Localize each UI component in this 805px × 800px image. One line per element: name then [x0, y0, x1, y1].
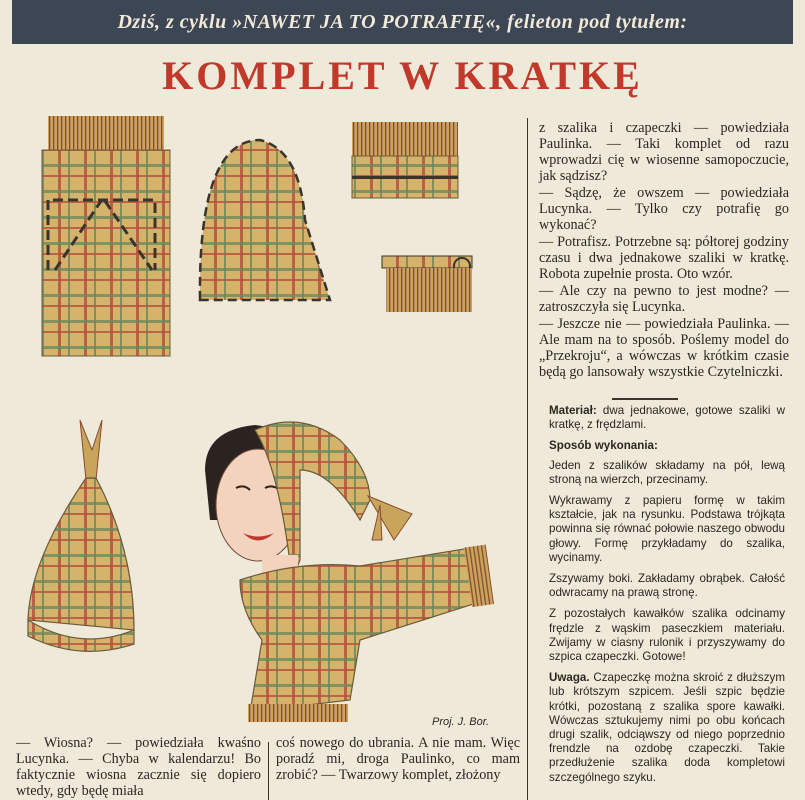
bottom-text-2: coś nowego do ubrania. A nie mam. Więc poradź mi, droga Paulinko, co mam zrobić? — Twarzowy komplet, złożony — [276, 735, 520, 783]
right-paragraph: — Potrafisz. Potrzebne są: półtorej godziny czasu i dwa jednakowe szaliki w kratkę. Robota zupełnie prosta. Oto wzór. — [539, 234, 789, 282]
right-paragraph: — Jeszcze nie — powiedziała Paulinka. — Ale mam na to sposób. Poślemy model do „Przekroju“, a wówczas w krótkim czasie będą go lansowały wszystkie Czytelniczki. — [539, 316, 789, 380]
model-portrait-drawing — [205, 422, 494, 722]
note-label: Uwaga. — [549, 671, 590, 685]
note-text: Czapeczkę można skroić z dłuższym lub krótszym szpicem. Jeśli szpic będzie krótki, pozostaną z szalika spore kawałki. Wówczas sztukujemy nimi po obu końcach drugi szalik, odciąwszy od niego poprzednio frendzle na ozdobę czapeczki. Takie przedłużenie szalika doda kompletowi szczególnego szyku. — [549, 671, 785, 784]
note-line — [549, 671, 785, 785]
instructions-block — [549, 404, 785, 792]
method-heading: Sposób wykonania: — [549, 439, 658, 453]
instruction-step: Zszywamy boki. Zakładamy obrąbek. Całość odwracamy na prawą stronę. — [549, 572, 785, 600]
column-divider-bottom — [268, 742, 269, 800]
instruction-step: Z pozostałych kawałków szalika odcinamy frędzle z wąskim paseczkiem materiału. Zwijamy w ciasny rulonik i przyszywamy do szpica czapeczki. Gotowe! — [549, 607, 785, 664]
finished-cap-drawing — [28, 420, 134, 651]
column-divider-right — [527, 118, 528, 800]
right-text-column — [539, 120, 789, 381]
material-line — [549, 404, 785, 432]
right-paragraph: z szalika i czapeczki — powiedziała Paulinka. — Taki komplet od razu wprowadzi cię w wiosenne samopoczucie, jak sądzisz? — [539, 120, 789, 184]
right-paragraph: — Ale czy na pewno to jest modne? — zatroszczyła się Lucynka. — [539, 283, 789, 315]
material-text: dwa jednakowe, gotowe szaliki w kratkę, z frędzlami. — [549, 404, 785, 432]
header-banner: Dziś, z cyklu »NAWET JA TO POTRAFIĘ«, felieton pod tytułem: — [12, 0, 793, 44]
material-label: Materiał: — [549, 404, 597, 417]
fringe-strip-drawing — [352, 122, 458, 198]
bottom-text-column-1 — [16, 735, 261, 800]
instruction-step: Wykrawamy z papieru formę w takim kształcie, jak na rysunku. Podstawa trójkąta powinna się równać połowie naszego obwodu głowy. Formę przykładamy do szalika, wycinamy. — [549, 494, 785, 564]
cap-pattern-drawing — [200, 140, 330, 300]
page-title: KOMPLET W KRATKĘ — [162, 53, 643, 98]
instruction-step: Jeden z szalików składamy na pół, lewą stroną na wierzch, przecinamy. — [549, 458, 785, 486]
rolled-fringe-drawing — [382, 256, 472, 312]
right-paragraph: — Sądzę, że owszem — powiedziała Lucynka. — Tylko czy potrafię go wykonać? — [539, 185, 789, 233]
section-separator — [612, 398, 678, 400]
illustration-credit: Proj. J. Bor. — [432, 716, 490, 728]
bottom-text-1: — Wiosna? — powiedziała kwaśno Lucynka. — Chyba w kalendarzu! Bo faktycznie wiosna zacznie się dopiero wtedy, gdy będę miała — [16, 735, 261, 799]
bottom-text-column-2 — [276, 735, 520, 784]
folded-scarf-drawing — [42, 116, 170, 356]
